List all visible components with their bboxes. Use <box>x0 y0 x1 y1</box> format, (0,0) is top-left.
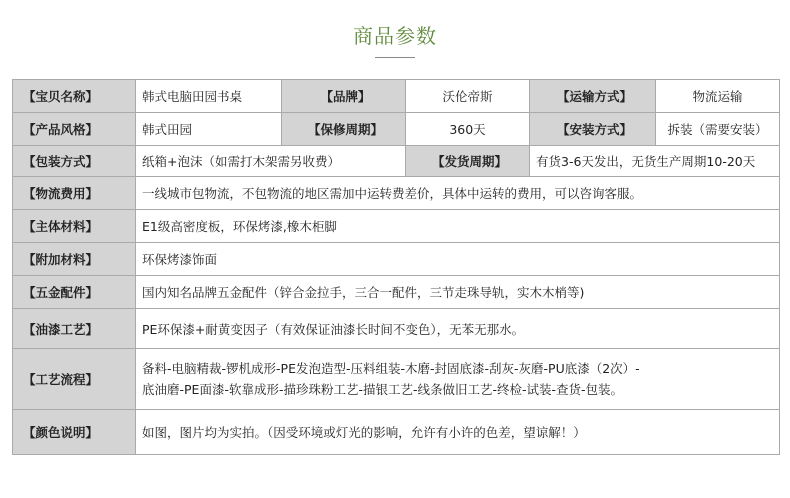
row-value: 环保烤漆饰面 <box>136 243 780 276</box>
row-value <box>136 349 780 410</box>
row-label: 【运输方式】 <box>530 80 656 113</box>
row-label: 【工艺流程】 <box>13 349 136 410</box>
row-label: 【品牌】 <box>282 80 406 113</box>
process-line: 备料-电脑精裁-锣机成形-PE发泡造型-压料组装-木磨-封固底漆-刮灰-灰磨-PU底漆（2次）- <box>142 361 640 376</box>
row-value: 360天 <box>406 113 530 146</box>
row-value: 如图，图片均为实拍。（因受环境或灯光的影响，允许有小许的色差，望谅解！） <box>136 410 780 455</box>
table-row <box>13 146 780 177</box>
row-value: 有货3-6天发出，无货生产周期10-20天 <box>530 146 780 177</box>
table-row <box>13 276 780 309</box>
process-line: 底油磨-PE面漆-软靠成形-描珍珠粉工艺-描银工艺-线条做旧工艺-终检-试装-查货-包装。 <box>142 382 624 397</box>
product-params-table <box>12 79 780 455</box>
row-label: 【产品风格】 <box>13 113 136 146</box>
row-value: 韩式电脑田园书桌 <box>136 80 282 113</box>
row-label: 【颜色说明】 <box>13 410 136 455</box>
row-value: 纸箱+泡沫（如需打木架需另收费） <box>136 146 406 177</box>
table-row <box>13 113 780 146</box>
row-label: 【包装方式】 <box>13 146 136 177</box>
row-value: 物流运输 <box>656 80 780 113</box>
table-row <box>13 80 780 113</box>
table-row <box>13 177 780 210</box>
table-row <box>13 349 780 410</box>
row-value: 一线城市包物流，不包物流的地区需加中运转费差价，具体中运转的费用，可以咨询客服。 <box>136 177 780 210</box>
row-value: 国内知名品牌五金配件（锌合金拉手，三合一配件，三节走珠导轨，实木木梢等) <box>136 276 780 309</box>
row-label: 【安装方式】 <box>530 113 656 146</box>
row-label: 【宝贝名称】 <box>13 80 136 113</box>
row-label: 【发货周期】 <box>406 146 530 177</box>
row-value: 沃伦帝斯 <box>406 80 530 113</box>
row-label: 【附加材料】 <box>13 243 136 276</box>
title-divider <box>375 57 415 58</box>
table-row <box>13 210 780 243</box>
row-label: 【主体材料】 <box>13 210 136 243</box>
row-label: 【物流费用】 <box>13 177 136 210</box>
page-title: 商品参数 <box>353 24 437 48</box>
row-label: 【保修周期】 <box>282 113 406 146</box>
row-label: 【五金配件】 <box>13 276 136 309</box>
row-value: E1级高密度板，环保烤漆,橡木柜脚 <box>136 210 780 243</box>
row-value: PE环保漆+耐黄变因子（有效保证油漆长时间不变色），无苯无那水。 <box>136 309 780 349</box>
table-row <box>13 410 780 455</box>
row-value: 拆装（需要安装） <box>656 113 780 146</box>
row-label: 【油漆工艺】 <box>13 309 136 349</box>
row-value: 韩式田园 <box>136 113 282 146</box>
table-row <box>13 309 780 349</box>
table-row <box>13 243 780 276</box>
